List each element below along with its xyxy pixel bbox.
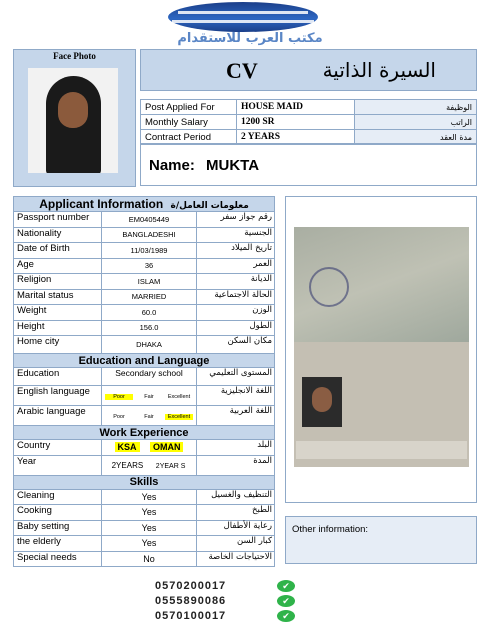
row-label-arabic: الوزن: [197, 305, 275, 321]
other-info-panel: [285, 516, 477, 564]
language-level-selector: [102, 386, 197, 406]
post-label-arabic: الوظيفة: [355, 100, 477, 115]
row-value: 60.0: [102, 305, 197, 321]
row-label-arabic: العمر: [197, 258, 275, 274]
contract-label-arabic: مدة العقد: [355, 130, 477, 145]
row-label: English language: [14, 386, 102, 406]
row-value: No: [102, 551, 197, 567]
level-excellent: Excellent: [165, 414, 193, 420]
table-row: [14, 243, 275, 259]
country-value-1: KSA: [115, 442, 140, 452]
row-label: Arabic language: [14, 406, 102, 426]
name-panel: [140, 143, 477, 186]
table-row: [14, 536, 275, 552]
face-photo-panel: [13, 49, 136, 187]
country-values: [102, 440, 197, 456]
row-label-arabic: اللغة العربية: [197, 406, 275, 426]
phone-number[interactable]: 0555890086: [155, 595, 227, 607]
applicant-info-table: [13, 196, 275, 567]
table-row: [14, 489, 275, 505]
row-label-arabic: كبار السن: [197, 536, 275, 552]
phone-row: [155, 610, 315, 625]
row-value: EM0405449: [102, 212, 197, 228]
cv-title-arabic: السيرة الذاتية: [322, 58, 436, 82]
year-value-1: 2YEARS: [111, 460, 144, 470]
logo-text: مكتب العرب للاستقدام: [177, 31, 323, 46]
row-label-arabic: اللغة الانجليزية: [197, 386, 275, 406]
table-row: [14, 212, 275, 228]
table-row: [14, 336, 275, 354]
row-label: Date of Birth: [14, 243, 102, 259]
table-row: [14, 289, 275, 305]
table-row: [14, 520, 275, 536]
table-row: [14, 368, 275, 386]
post-label: Post Applied For: [141, 100, 237, 115]
level-fair: Fair: [144, 414, 154, 420]
level-excellent: Excellent: [167, 394, 191, 400]
row-value: DHAKA: [102, 336, 197, 354]
skills-heading: Skills: [14, 475, 275, 489]
contract-label: Contract Period: [141, 130, 237, 145]
passport-mrz: [296, 441, 467, 459]
cv-header: [140, 49, 477, 91]
row-label: Home city: [14, 336, 102, 354]
work-heading: Work Experience: [14, 426, 275, 440]
table-row: [14, 440, 275, 456]
row-value: Yes: [102, 520, 197, 536]
row-label: Age: [14, 258, 102, 274]
salary-label-arabic: الراتب: [355, 115, 477, 130]
row-label: Cleaning: [14, 489, 102, 505]
row-label-arabic: مكان السكن: [197, 336, 275, 354]
row-label-arabic: الاحتياجات الخاصة: [197, 551, 275, 567]
row-label-arabic: الديانة: [197, 274, 275, 290]
table-row: [14, 551, 275, 567]
phone-number[interactable]: 0570200017: [155, 580, 227, 592]
table-row: [14, 406, 275, 426]
contact-phones: [155, 580, 315, 625]
globe-logo-icon: [168, 2, 318, 32]
year-value-2: 2YEAR S: [155, 462, 186, 470]
row-label-arabic: المستوى التعليمي: [197, 368, 275, 386]
whatsapp-check-icon: ✔: [277, 610, 295, 622]
row-label-arabic: الطبخ: [197, 505, 275, 521]
whatsapp-check-icon: ✔: [277, 580, 295, 592]
row-label: Cooking: [14, 505, 102, 521]
row-value: 156.0: [102, 320, 197, 336]
row-label: Religion: [14, 274, 102, 290]
table-row: [14, 386, 275, 406]
face-photo-title: Face Photo: [53, 51, 96, 61]
row-label: Passport number: [14, 212, 102, 228]
section-header: [14, 426, 275, 440]
job-details-table: [140, 99, 477, 145]
passport-photo: [302, 377, 342, 427]
phone-number[interactable]: 0570100017: [155, 610, 227, 622]
row-label: the elderly: [14, 536, 102, 552]
phone-row: [155, 580, 315, 595]
section-header: [14, 475, 275, 489]
table-row: [14, 320, 275, 336]
name-value: MUKTA: [206, 157, 260, 174]
post-value: HOUSE MAID: [237, 100, 355, 115]
whatsapp-check-icon: ✔: [277, 595, 295, 607]
row-label-arabic: الحالة الاجتماعية: [197, 289, 275, 305]
salary-value: 1200 SR: [237, 115, 355, 130]
other-info-label: Other information:: [292, 524, 369, 535]
level-poor: Poor: [105, 394, 133, 400]
education-heading: Education and Language: [14, 354, 275, 368]
country-value-2: OMAN: [150, 442, 184, 452]
table-row: [14, 258, 275, 274]
row-value: Secondary school: [102, 368, 197, 386]
table-row: [141, 100, 477, 115]
row-label-arabic: الجنسية: [197, 227, 275, 243]
passport-panel: [285, 196, 477, 503]
row-label-arabic: البلد: [197, 440, 275, 456]
row-value: ISLAM: [102, 274, 197, 290]
row-label-arabic: الطول: [197, 320, 275, 336]
row-value: Yes: [102, 536, 197, 552]
table-row: [14, 455, 275, 475]
row-label-arabic: رعاية الأطفال: [197, 520, 275, 536]
row-label: Education: [14, 368, 102, 386]
table-row: [141, 115, 477, 130]
table-row: [14, 274, 275, 290]
phone-row: [155, 595, 315, 610]
row-label-arabic: المدة: [197, 455, 275, 475]
table-row: [14, 227, 275, 243]
row-label: Baby setting: [14, 520, 102, 536]
name-label: Name:: [149, 157, 195, 174]
applicant-heading-arabic: معلومات العامل/ة: [170, 201, 249, 211]
applicant-heading: Applicant Information: [39, 197, 164, 211]
row-value: BANGLADESHI: [102, 227, 197, 243]
applicant-photo: [28, 68, 118, 173]
row-label: Year: [14, 455, 102, 475]
section-header: [14, 354, 275, 368]
row-label: Weight: [14, 305, 102, 321]
level-poor: Poor: [113, 414, 125, 420]
row-label: Special needs: [14, 551, 102, 567]
row-label: Nationality: [14, 227, 102, 243]
level-fair: Fair: [144, 394, 154, 400]
salary-label: Monthly Salary: [141, 115, 237, 130]
row-label: Country: [14, 440, 102, 456]
row-label-arabic: تاريخ الميلاد: [197, 243, 275, 259]
table-row: [14, 505, 275, 521]
row-label: Height: [14, 320, 102, 336]
row-label-arabic: التنظيف والغسيل: [197, 489, 275, 505]
row-value: 11/03/1989: [102, 243, 197, 259]
row-value: 36: [102, 258, 197, 274]
language-level-selector: [102, 406, 197, 426]
contract-value: 2 YEARS: [237, 130, 355, 145]
row-label: Marital status: [14, 289, 102, 305]
table-row: [14, 305, 275, 321]
row-value: MARRIED: [102, 289, 197, 305]
visa-stamp: [309, 267, 349, 307]
year-values: [102, 455, 197, 475]
passport-image: [294, 227, 469, 467]
section-header: [14, 197, 275, 212]
row-label-arabic: رقم جواز سفر: [197, 212, 275, 228]
row-value: Yes: [102, 489, 197, 505]
row-value: Yes: [102, 505, 197, 521]
cv-title: CV: [226, 58, 258, 83]
company-logo: [150, 0, 350, 48]
